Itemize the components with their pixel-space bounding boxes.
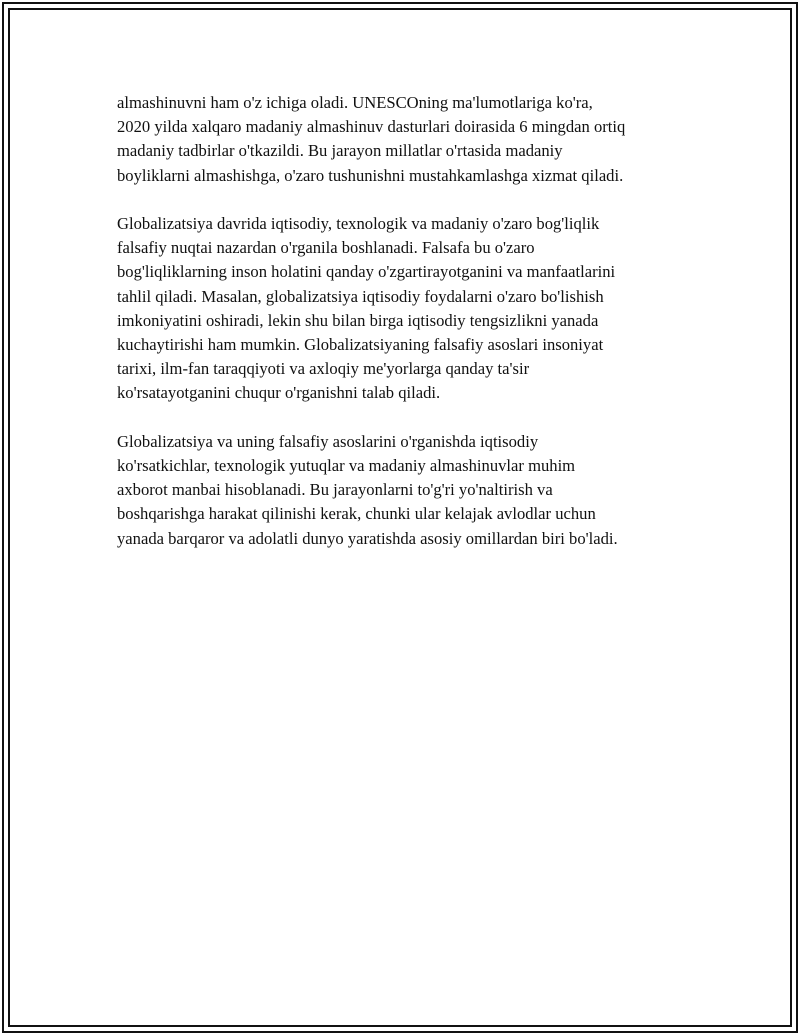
text-line: ko'rsatayotganini chuqur o'rganishni talab qiladi.	[117, 383, 441, 403]
text-line: yanada barqaror va adolatli dunyo yaratishda asosiy omillardan biri bo'ladi.	[117, 528, 618, 548]
text-line: Globalizatsiya va uning falsafiy asoslarini o'rganishda iqtisodiy	[117, 431, 539, 451]
text-line: tarixi, ilm-fan taraqqiyoti va axloqiy me'yorlarga qanday ta'sir	[117, 359, 530, 379]
text-line: axborot manbai hisoblanadi. Bu jarayonlarni to'g'ri yo'naltirish va	[117, 480, 553, 500]
document-body	[117, 91, 697, 575]
text-line: boyliklarni almashishga, o'zaro tushunishni mustahkamlashga xizmat qiladi.	[117, 165, 624, 185]
paragraph-1	[117, 91, 697, 188]
text-line: bog'liqliklarning inson holatini qanday o'zgartirayotganini va manfaatlarini	[117, 262, 616, 282]
text-line: tahlil qiladi. Masalan, globalizatsiya iqtisodiy foydalarni o'zaro bo'lishish	[117, 286, 604, 306]
text-line: boshqarishga harakat qilinishi kerak, chunki ular kelajak avlodlar uchun	[117, 504, 596, 524]
text-line: Globalizatsiya davrida iqtisodiy, texnologik va madaniy o'zaro bog'liqlik	[117, 214, 600, 233]
text-line: 2020 yilda xalqaro madaniy almashinuv dasturlari doirasida 6 mingdan ortiq	[117, 117, 626, 137]
text-line: madaniy tadbirlar o'tkazildi. Bu jarayon millatlar o'rtasida madaniy	[117, 141, 563, 161]
text-line: almashinuvni ham o'z ichiga oladi. UNESCOning ma'lumotlariga ko'ra,	[117, 93, 593, 112]
text-line: ko'rsatkichlar, texnologik yutuqlar va madaniy almashinuvlar muhim	[117, 456, 576, 476]
paragraph-2	[117, 212, 697, 406]
text-line: kuchaytirishi ham mumkin. Globalizatsiyaning falsafiy asoslari insoniyat	[117, 335, 604, 355]
paragraph-3	[117, 430, 697, 551]
text-line: falsafiy nuqtai nazardan o'rganila boshlanadi. Falsafa bu o'zaro	[117, 238, 535, 258]
text-line: imkoniyatini oshiradi, lekin shu bilan birga iqtisodiy tengsizlikni yanada	[117, 310, 599, 330]
